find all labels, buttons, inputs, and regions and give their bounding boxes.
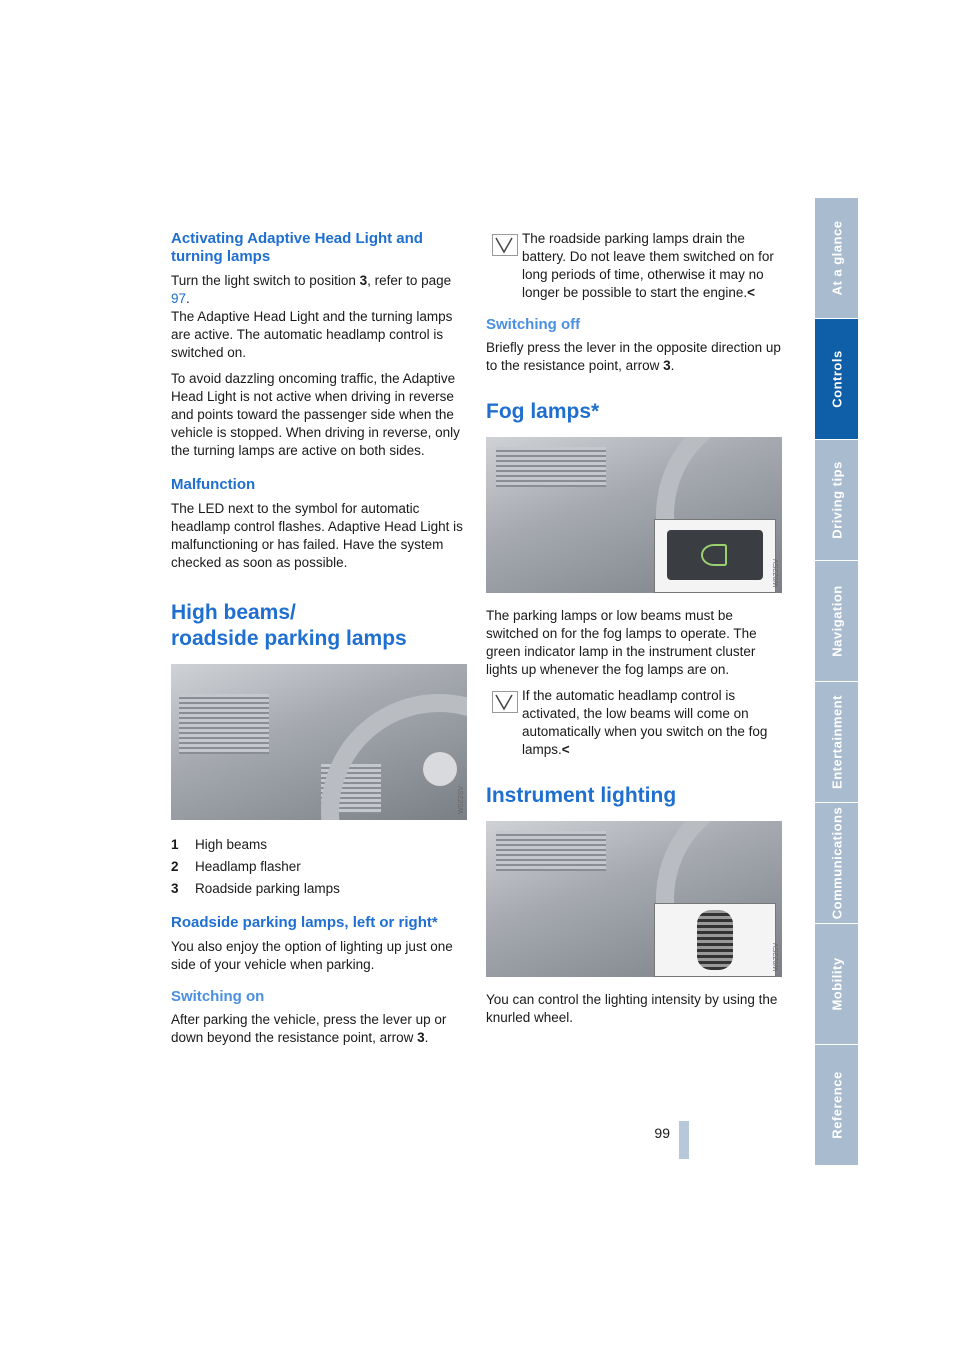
fog-lamp-photo: W0Z2SV	[486, 437, 782, 593]
right-column	[486, 230, 782, 1035]
list-item: 3 Roadside parking lamps	[171, 881, 340, 896]
instrument-wheel-photo: W0Z2SV	[486, 821, 782, 977]
adaptive-heading: Activating Adaptive Head Light and turning lamps	[171, 230, 423, 265]
chapter-navigation	[815, 198, 858, 1166]
tab-at-a-glance[interactable]: At a glance	[815, 198, 858, 318]
page-link-97[interactable]: 97	[171, 291, 187, 306]
switchon-paragraph: After parking the vehicle, press the lever up or down beyond the resistance point, arrow 3.	[171, 1012, 447, 1045]
notice-arrow-icon	[492, 234, 518, 256]
knurled-wheel-icon	[697, 910, 733, 970]
switchoff-paragraph: Briefly press the lever in the opposite direction up to the resistance point, arrow 3.	[486, 340, 781, 373]
left-column	[171, 230, 467, 1055]
tab-reference[interactable]: Reference	[815, 1045, 858, 1165]
fog-lamp-icon	[701, 544, 727, 566]
fog-paragraph: The parking lamps or low beams must be switched on for the fog lamps to operate. The green indicator lamp in the instrument cluster lights up whenever the fog lamps are on.	[486, 608, 757, 677]
fog-heading: Fog lamps*	[486, 400, 600, 423]
notice-arrow-icon	[492, 691, 518, 713]
highbeam-lever-photo: W0Z2SV	[171, 664, 467, 820]
malfunction-heading: Malfunction	[171, 476, 256, 493]
list-item: 1 High beams	[171, 837, 268, 852]
tab-entertainment[interactable]: Entertainment	[815, 682, 858, 802]
switchoff-heading: Switching off	[486, 316, 581, 333]
tab-mobility[interactable]: Mobility	[815, 924, 858, 1044]
instrument-heading: Instrument lighting	[486, 784, 677, 807]
tab-controls[interactable]: Controls	[815, 319, 858, 439]
page-number: 99	[654, 1125, 670, 1141]
highbeam-legend	[171, 834, 467, 900]
roadside-paragraph: You also enjoy the option of lighting up just one side of your vehicle when parking.	[171, 939, 453, 972]
battery-notice: The roadside parking lamps drain the battery. Do not leave them switched on for long periods of time, otherwise it may no longer be possible to start the engine.<	[486, 230, 782, 302]
adaptive-paragraph-2: To avoid dazzling oncoming traffic, the Adaptive Head Light is not active when driving in reverse and points toward the passenger side when the vehicle is stopped. When driving in reverse, only the turning lamps are active on both sides.	[171, 371, 460, 458]
tab-navigation[interactable]: Navigation	[815, 561, 858, 681]
page-marker-bar	[679, 1121, 689, 1159]
roadside-heading: Roadside parking lamps, left or right*	[171, 914, 438, 931]
tab-communications[interactable]: Communications	[815, 803, 858, 923]
list-item: 2 Headlamp flasher	[171, 859, 301, 874]
tab-driving-tips[interactable]: Driving tips	[815, 440, 858, 560]
switchon-heading: Switching on	[171, 988, 265, 1005]
adaptive-paragraph-1: Turn the light switch to position 3, refer to page 97. The Adaptive Head Light and the turning lamps are active. The automatic headlamp control is switched on.	[171, 273, 453, 360]
auto-headlamp-notice: If the automatic headlamp control is activated, the low beams will come on automatically when you switch on the fog lamps.<	[486, 687, 782, 759]
instrument-paragraph: You can control the lighting intensity by using the knurled wheel.	[486, 992, 778, 1025]
highbeam-heading: High beams/ roadside parking lamps	[171, 601, 407, 650]
malfunction-paragraph: The LED next to the symbol for automatic headlamp control flashes. Adaptive Head Light is malfunctioning or has failed. Have the system checked as soon as possible.	[171, 501, 463, 570]
